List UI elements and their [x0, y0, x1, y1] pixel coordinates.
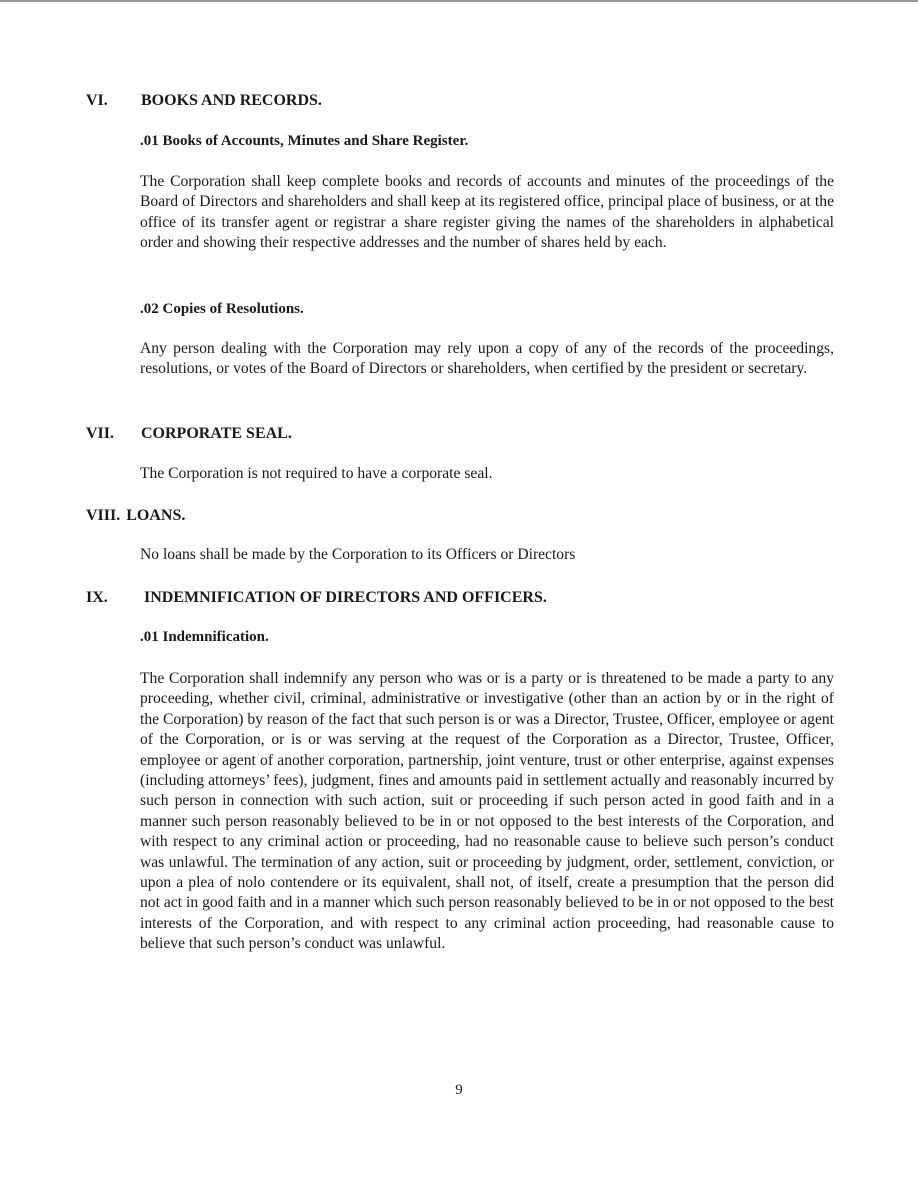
paragraph-books-of-accounts: The Corporation shall keep complete books and records of accounts and minutes of the proceedings of the Board of Directors and shareholders and shall keep at its registered office, principal place of business, or at the office of its transfer agent or registrar a share register giving the names of the shareholders in alphabetical order and showing their respective addresses and the number of shares held by each. [140, 173, 834, 252]
paragraph-corporate-seal: The Corporation is not required to have a corporate seal. [140, 465, 493, 482]
subsection-heading-indemnification: .01 Indemnification. [140, 629, 269, 645]
paragraph-loans: No loans shall be made by the Corporation to its Officers or Directors [140, 546, 576, 563]
section-number: IX. [86, 589, 108, 606]
section-heading-indemnification [86, 588, 547, 608]
page-number: 9 [455, 1082, 463, 1098]
section-number: VIII. [86, 507, 121, 524]
section-number: VII. [86, 425, 115, 442]
section-heading-books-and-records [86, 91, 322, 111]
section-title: INDEMNIFICATION OF DIRECTORS AND OFFICERS. [144, 589, 547, 606]
paragraph-copies-of-resolutions: Any person dealing with the Corporation may rely upon a copy of any of the records of the proceedings, resolutions, or votes of the Board of Directors or shareholders, when certified by the president or secretary. [140, 340, 834, 378]
section-number: VI. [86, 92, 108, 109]
section-title: BOOKS AND RECORDS. [141, 92, 322, 109]
subsection-heading-books-of-accounts: .01 Books of Accounts, Minutes and Share Register. [140, 133, 469, 149]
subsection-heading-copies-of-resolutions: .02 Copies of Resolutions. [140, 301, 304, 317]
section-heading-corporate-seal [86, 424, 292, 444]
section-title: CORPORATE SEAL. [141, 425, 292, 442]
section-title: LOANS. [126, 507, 186, 524]
paragraph-indemnification: The Corporation shall indemnify any person who was or is a party or is threatened to be made a party to any proceeding, whether civil, criminal, administrative or investigative (other than an action by or in the right of the Corporation) by reason of the fact that such person is or was a Director, Trustee, Officer, employee or agent of the Corporation, or is or was serving at the request of the Corporation as a Director, Trustee, Officer, employee or agent of another corporation, partnership, joint venture, trust or other enterprise, against expenses (including attorneys’ fees), judgment, fines and amounts paid in settlement actually and reasonably incurred by such person in connection with such action, suit or proceeding if such person acted in good faith and in a manner such person reasonably believed to be in or not opposed to the best interests of the Corporation, and with respect to any criminal action or proceeding, had no reasonable cause to believe such person’s conduct was unlawful. The termination of any action, suit or proceeding by judgment, order, settlement, conviction, or upon a plea of nolo contendere or its equivalent, shall not, of itself, create a presumption that the person did not act in good faith and in a manner which such person reasonably believed to be in or not opposed to the best interests of the Corporation, and with respect to any criminal action proceeding, had reasonable cause to believe that such person’s conduct was unlawful. [140, 670, 834, 953]
section-heading-loans [86, 506, 185, 526]
